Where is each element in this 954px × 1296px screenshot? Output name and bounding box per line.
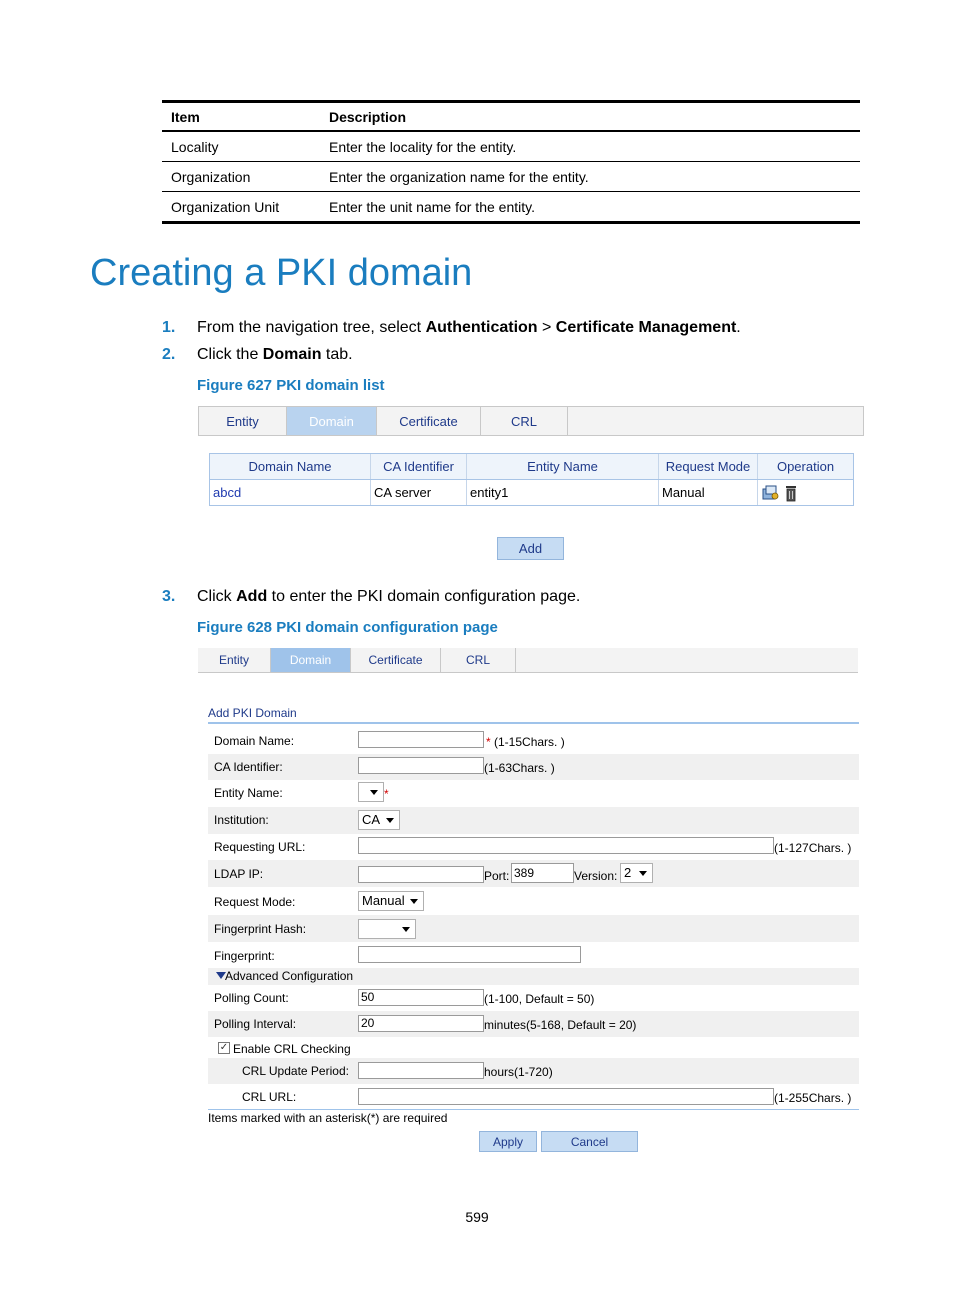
fingerprint-hash-row [208, 915, 859, 942]
form-title: Add PKI Domain [208, 706, 297, 720]
crl-update-period-label: CRL Update Period: [242, 1064, 349, 1078]
col-ca-identifier: CA Identifier [371, 454, 467, 479]
tab-domain[interactable]: Domain [271, 648, 351, 672]
ca-identifier-input[interactable] [358, 757, 484, 774]
domain-list-table [209, 453, 854, 506]
domain-name-hint [486, 735, 565, 749]
step-text-part: . [736, 319, 741, 336]
step-1 [162, 319, 862, 339]
row-item: Locality [171, 138, 219, 155]
step-number: 3. [162, 588, 176, 605]
col-request-mode: Request Mode [659, 454, 758, 479]
tab-entity[interactable]: Entity [198, 648, 271, 672]
institution-label: Institution: [214, 813, 269, 827]
tab-crl[interactable]: CRL [481, 407, 568, 435]
crl-url-label: CRL URL: [242, 1090, 297, 1104]
table-header [210, 454, 853, 480]
tab-entity[interactable]: Entity [199, 407, 287, 435]
cell-entity-name: entity1 [467, 480, 659, 505]
tab-crl[interactable]: CRL [441, 648, 516, 672]
requesting-url-row [208, 834, 859, 860]
cell-operation [758, 480, 853, 505]
step-bold: Add [236, 588, 268, 605]
step-text-part: tab. [321, 346, 353, 363]
entity-name-label: Entity Name: [214, 786, 283, 800]
ldap-ip-input[interactable] [358, 866, 484, 883]
chevron-down-icon [386, 818, 394, 823]
polling-count-input[interactable]: 50 [358, 989, 484, 1006]
chevron-down-icon [410, 899, 418, 904]
ca-identifier-hint: (1-63Chars. ) [484, 761, 555, 775]
delete-icon[interactable] [784, 484, 800, 502]
required-star: * [384, 787, 389, 801]
row-description: Enter the locality for the entity. [329, 138, 517, 155]
request-mode-label: Request Mode: [214, 895, 296, 909]
form-title-divider [208, 722, 859, 724]
step-text-part: From the navigation tree, select [197, 319, 426, 336]
description-table [162, 100, 860, 224]
requesting-url-label: Requesting URL: [214, 840, 306, 854]
tab-certificate[interactable]: Certificate [351, 648, 441, 672]
figure-628-caption: Figure 628 PKI domain configuration page [197, 619, 498, 636]
cell-ca-identifier: CA server [371, 480, 467, 505]
col-operation: Operation [776, 459, 835, 474]
institution-select[interactable] [358, 810, 400, 830]
version-value: 2 [624, 865, 632, 880]
page-number: 599 [465, 1209, 489, 1225]
polling-count-hint: (1-100, Default = 50) [484, 992, 595, 1006]
polling-count-label: Polling Count: [214, 991, 289, 1005]
section-heading: Creating a PKI domain [90, 252, 473, 294]
request-mode-select[interactable] [358, 891, 424, 911]
step-text-part: > [537, 319, 556, 336]
polling-interval-hint: minutes(5-168, Default = 20) [484, 1018, 637, 1032]
request-mode-value: Manual [362, 893, 405, 908]
ldap-ip-row [208, 860, 859, 887]
row-description: Enter the organization name for the entity. [329, 168, 589, 185]
domain-name-input[interactable] [358, 731, 484, 748]
table-row [162, 132, 860, 161]
requesting-url-hint: (1-127Chars. ) [774, 841, 852, 855]
step-2 [162, 346, 862, 366]
header-description: Description [329, 108, 407, 125]
polling-interval-row [208, 1011, 859, 1037]
certificate-request-icon[interactable] [761, 484, 781, 502]
step-3 [162, 588, 862, 608]
crl-checking-label: Enable CRL Checking [233, 1042, 351, 1056]
required-note: Items marked with an asterisk(*) are required [208, 1111, 448, 1125]
chevron-down-icon [402, 927, 410, 932]
requesting-url-input[interactable] [358, 837, 774, 854]
cancel-button[interactable]: Cancel [541, 1131, 638, 1152]
entity-name-select[interactable] [358, 782, 384, 802]
table-row [210, 480, 853, 505]
step-text [197, 346, 353, 364]
step-bold: Authentication [425, 319, 538, 336]
cell-request-mode: Manual [659, 480, 758, 505]
tab-bar [198, 406, 864, 436]
domain-name-label: Domain Name: [214, 734, 295, 748]
entity-name-row [208, 780, 859, 807]
fingerprint-hash-select[interactable] [358, 919, 416, 939]
institution-row [208, 807, 859, 834]
version-select[interactable] [620, 863, 653, 883]
step-bold: Certificate Management [555, 319, 737, 336]
step-text [197, 588, 580, 606]
crl-update-period-row [208, 1058, 859, 1084]
header-item: Item [171, 108, 200, 125]
advanced-configuration-row [208, 968, 859, 985]
step-number: 1. [162, 319, 176, 336]
crl-update-period-input[interactable] [358, 1062, 484, 1079]
fingerprint-label: Fingerprint: [214, 949, 275, 963]
version-label: Version: [574, 869, 618, 883]
domain-name-row [208, 728, 859, 754]
tab-domain[interactable]: Domain [287, 407, 377, 435]
row-item: Organization Unit [171, 198, 280, 215]
chevron-down-icon [370, 790, 378, 795]
fingerprint-input[interactable] [358, 946, 581, 963]
crl-url-hint: (1-255Chars. ) [774, 1091, 852, 1105]
port-input[interactable]: 389 [511, 863, 574, 883]
tab-certificate[interactable]: Certificate [377, 407, 481, 435]
port-label: Port: [484, 869, 510, 883]
step-number: 2. [162, 346, 176, 363]
chevron-down-icon [639, 871, 647, 876]
row-description: Enter the unit name for the entity. [329, 198, 535, 215]
ca-identifier-row [208, 754, 859, 780]
crl-update-period-hint: hours(1-720) [484, 1065, 553, 1079]
row-item: Organization [171, 168, 251, 185]
step-text-part: to enter the PKI domain configuration page. [267, 588, 581, 605]
advanced-configuration-label[interactable]: Advanced Configuration [225, 969, 354, 983]
table-row [162, 191, 860, 221]
figure-627-caption: Figure 627 PKI domain list [197, 377, 385, 394]
domain-name-hint-text: (1-15Chars. ) [494, 735, 565, 749]
fingerprint-hash-label: Fingerprint Hash: [214, 922, 307, 936]
institution-value: CA [362, 812, 381, 827]
required-star: * [486, 735, 491, 749]
form-bottom-divider [208, 1109, 859, 1110]
request-mode-row [208, 887, 859, 915]
col-entity-name: Entity Name [467, 454, 659, 479]
fingerprint-row [208, 942, 859, 968]
crl-url-row [208, 1084, 859, 1110]
step-text-part: Click the [197, 346, 263, 363]
step-text [197, 319, 741, 337]
step-bold: Domain [262, 346, 322, 363]
crl-checking-checkbox[interactable]: ✓ [219, 1042, 229, 1053]
polling-count-row [208, 985, 859, 1011]
add-button[interactable]: Add [497, 537, 564, 560]
polling-interval-label: Polling Interval: [214, 1017, 297, 1031]
table-row [162, 161, 860, 191]
table-header [162, 103, 860, 132]
col-domain-name: Domain Name [210, 454, 371, 479]
ldap-ip-label: LDAP IP: [214, 867, 264, 881]
polling-interval-input[interactable]: 20 [358, 1015, 484, 1032]
tab-bar [198, 648, 858, 673]
cell-domain-name[interactable]: abcd [210, 480, 371, 505]
crl-url-input[interactable] [358, 1088, 774, 1105]
step-text-part: Click [197, 588, 237, 605]
ca-identifier-label: CA Identifier: [214, 760, 283, 774]
crl-checking-row [208, 1037, 859, 1058]
apply-button[interactable]: Apply [479, 1131, 537, 1152]
